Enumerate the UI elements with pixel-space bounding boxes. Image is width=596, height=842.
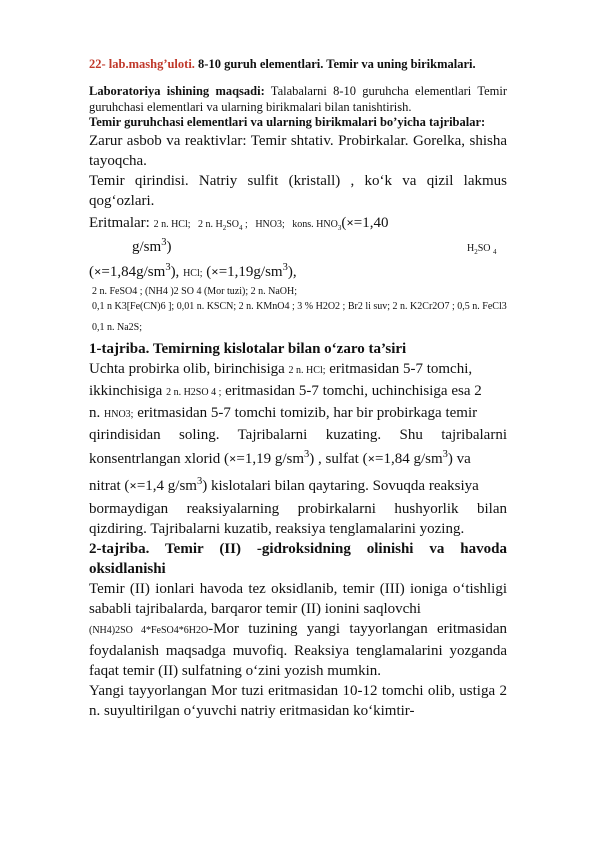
equipment-paragraph: Zarur asbob va reaktivlar: Temir shtativ. Probirkalar. Gorelka, shisha tayoqcha. bbox=[89, 132, 507, 169]
exp1-line7: bormaydigan reaksiyalarning probirkalarni hushyorlik bilan qizdiring. Tajribalarni kuzatib, reaksiya tenglamalarini yozing. bbox=[89, 500, 507, 537]
density-hcl: =1,19g/sm bbox=[218, 263, 283, 280]
reagent-hno3-conc: kons. $HNO_3$ bbox=[292, 218, 342, 232]
na2s-line: 0,1 n. Na2S; bbox=[92, 321, 142, 333]
exp1-line6: nitrat (×=1,4 $g/sm^3$) kislotalari bilan qaytaring. Sovuqda reaksiya bbox=[89, 475, 479, 494]
purpose-text: Talabalarni 8-10 guruhcha elementlari Temir guruhchasi elementlari va ularning birikmalari bilan tanishtirish. bbox=[89, 84, 507, 114]
document-page bbox=[89, 52, 507, 721]
exp1-line1: Uchta probirka olib, birinchisiga 2 n. HCl; eritmasidan 5-7 tomchi, bbox=[89, 360, 473, 377]
reagent-h2so4: 2 n. $H_2SO_4$ ; bbox=[198, 218, 248, 232]
densities-line: $(\times=1,84g/sm^3)$, HCl; $(\times=1,19g/sm^3)$, bbox=[89, 261, 297, 280]
reagents-line-2 bbox=[89, 235, 507, 257]
lab-title-text: 8-10 guruh elementlari. Temir va uning birikmalari. bbox=[194, 57, 476, 71]
density-symbol: × bbox=[94, 263, 102, 279]
exp1-line3: n. HNO3; eritmasidan 5-7 tomchi tomizib, har bir probirkaga temir bbox=[89, 404, 478, 421]
reagent-hcl: 2 n. HCl; bbox=[153, 218, 191, 230]
salts-line-1: 2 n. FeSO4 ; (NH4 )2 SO 4 (Mor tuzi); 2 n. NaOH; bbox=[92, 285, 297, 297]
exp1-line4: qirindisidan soling. Tajribalarni kuzating. Shu tajribalarni bbox=[89, 426, 507, 443]
density-symbol: × bbox=[346, 214, 354, 230]
exp2-line2: (NH4)2SO 4*FeSO4*6H2O-Mor tuzining yangi tayyorlangan eritmasidan foydalanish maqsadga muvofiq. Reaksiya tenglamalarini yozganda faqat temir (II) sulfatning o‘zini yozish mumkin. bbox=[89, 620, 507, 679]
exp1-line5: konsentrlangan xlorid (×=1,19 $g/sm^3$) , sulfat (×=1,84 $g/sm^3$) va bbox=[89, 448, 471, 467]
lab-number: 22- lab.mashg’uloti. bbox=[89, 57, 195, 71]
purpose-paragraph bbox=[89, 84, 507, 115]
exp2-heading: 2-tajriba. Temir (II) -gidroksidning olinishi va havoda oksidlanishi bbox=[89, 540, 507, 577]
exp2-line1: Temir (II) ionlari havoda tez oksidlanib, temir (III) ioniga o‘tishligi sababli tajribalarda, barqaror temir (II) ionini saqlovchi bbox=[89, 580, 507, 617]
density-h2so4: =1,84g/sm bbox=[101, 263, 166, 280]
reagents-label: Eritmalar: bbox=[89, 214, 150, 231]
mohr-salt-formula: (NH4)2SO 4*FeSO4*6H2O bbox=[89, 624, 209, 636]
exp2-line3: Yangi tayyorlangan Mor tuzi eritmasidan 10-12 tomchi olib, ustiga 2 n. suyultirilgan o‘yuvchi natriy eritmasidan ko‘kimtir- bbox=[89, 682, 507, 719]
exp1-heading: 1-tajriba. Temirning kislotalar bilan o‘zaro ta’siri bbox=[89, 340, 407, 357]
reagent-h2so4-right: $H_2SO$ $_4$ bbox=[467, 242, 497, 256]
unit-g-sm: $g/sm^3$) bbox=[132, 236, 172, 255]
density-symbol: × bbox=[211, 263, 219, 279]
purpose-label: Laboratoriya ishining maqsadi: bbox=[89, 84, 265, 98]
reagent-hcl-2: HCl; bbox=[183, 267, 203, 279]
reagents-line: Eritmalar: 2 n. HCl; 2 n. $H_2SO_4$ ; HNO3; kons. $HNO_3(\times=1,40$ bbox=[89, 214, 389, 232]
exp1-line2: ikkinchisiga 2 n. H2SO 4 ; eritmasidan 5-7 tomchi, uchinchisiga esa 2 bbox=[89, 382, 482, 399]
salts-line-2: 0,1 n K3[Fe(CN)6 ]; 0,01 n. KSCN; 2 n. KMnO4 ; 3 % H2O2 ; Br2 li suv; 2 n. K2Cr2O7 ; 0,5 n. FeCl3 bbox=[92, 300, 507, 312]
density-hno3: =1,40 bbox=[353, 214, 389, 231]
experiments-heading: Temir guruhchasi elementlari va ularning birikmalari bo’yicha tajribalar: bbox=[89, 115, 486, 129]
reagent-hno3: HNO3; bbox=[255, 218, 285, 230]
materials-paragraph: Temir qirindisi. Natriy sulfit (kristall) , ko‘k va qizil lakmus qog‘ozlari. bbox=[89, 172, 507, 209]
lab-title bbox=[89, 56, 507, 73]
